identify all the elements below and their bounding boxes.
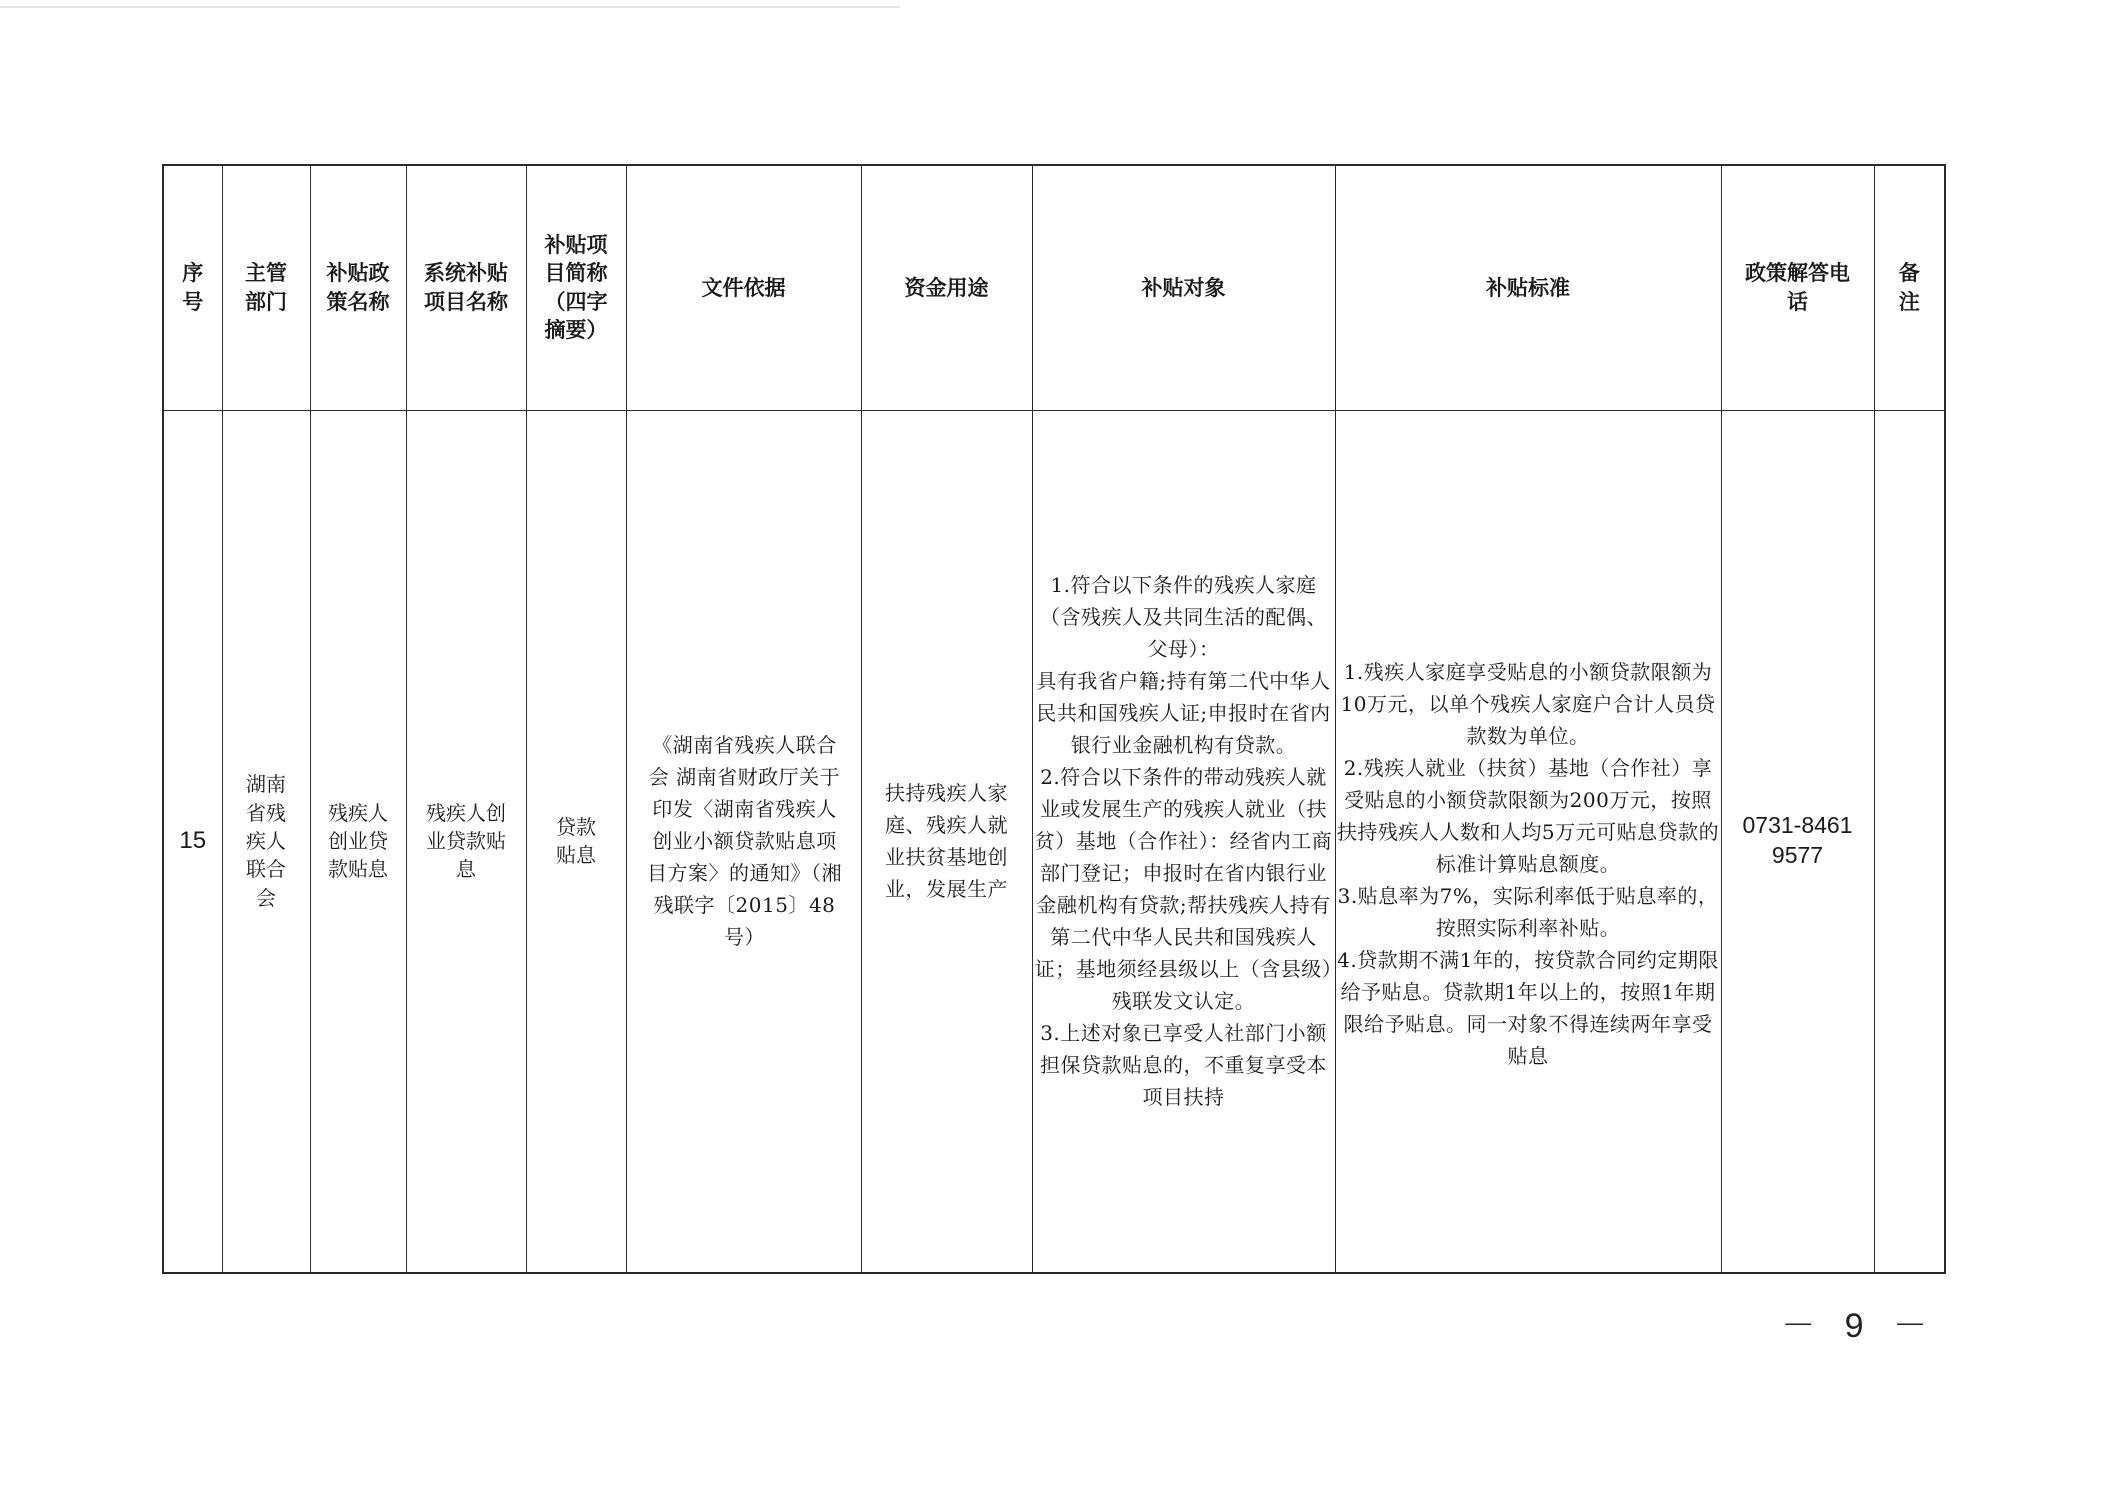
cell-seq: 15 xyxy=(163,410,222,1273)
header-short-name: 补贴项目简称（四字摘要） xyxy=(526,165,626,410)
subsidy-standard-item: 2.残疾人就业（扶贫）基地（合作社）享受贴息的小额贷款限额为200万元，按照扶持残疾人人数和人均5万元可贴息贷款的标准计算贴息额度。 xyxy=(1336,755,1720,876)
hotline-line-1: 0731-8461 xyxy=(1742,812,1853,839)
subsidy-target-item: 3.上述对象已享受人社部门小额担保贷款贴息的，不重复享受本项目扶持 xyxy=(1040,1021,1327,1110)
cell-remarks xyxy=(1874,410,1945,1273)
header-policy-name: 补贴政策名称 xyxy=(310,165,406,410)
header-system-item: 系统补贴项目名称 xyxy=(406,165,526,410)
hotline-line-2: 9577 xyxy=(1771,842,1824,869)
table-header-row xyxy=(163,165,1945,410)
subsidy-target-item: 2.符合以下条件的带动残疾人就业或发展生产的残疾人就业（扶贫）基地（合作社）：经省内工商部门登记；申报时在省内银行业金融机构有贷款;帮扶残疾人持有第二代中华人民共和国残疾人证；基地须经县级以上（含县级）残联发文认定。 xyxy=(1034,765,1333,1014)
cell-short-name: 贷款贴息 xyxy=(526,410,626,1273)
subsidy-target-item: 1.符合以下条件的残疾人家庭（含残疾人及共同生活的配偶、父母）： xyxy=(1040,573,1327,662)
cell-hotline xyxy=(1721,410,1874,1273)
subsidy-standard-item: 3.贴息率为7%，实际利率低于贴息率的，按照实际利率补贴。 xyxy=(1337,883,1719,940)
cell-department: 湖南省残疾人联合会 xyxy=(222,410,310,1273)
header-remarks: 备注 xyxy=(1874,165,1945,410)
header-document-basis: 文件依据 xyxy=(626,165,861,410)
cell-system-item: 残疾人创业贷款贴息 xyxy=(406,410,526,1273)
cell-subsidy-standard xyxy=(1335,410,1721,1273)
header-seq: 序号 xyxy=(163,165,222,410)
header-subsidy-target: 补贴对象 xyxy=(1032,165,1335,410)
subsidy-standard-item: 1.残疾人家庭享受贴息的小额贷款限额为10万元，以单个残疾人家庭户合计人员贷款数为单位。 xyxy=(1340,659,1716,748)
page-number: － 9 － xyxy=(1781,1307,1937,1345)
cell-fund-use: 扶持残疾人家庭、残疾人就业扶贫基地创业，发展生产 xyxy=(861,410,1032,1273)
cell-document-basis: 《湖南省残疾人联合会 湖南省财政厅关于印发〈湖南省残疾人创业小额贷款贴息项目方案〉的通知》（湘残联字〔2015〕48号） xyxy=(626,410,861,1273)
header-department: 主管部门 xyxy=(222,165,310,410)
cell-subsidy-target xyxy=(1032,410,1335,1273)
subsidy-target-item: 具有我省户籍;持有第二代中华人民共和国残疾人证;申报时在省内银行业金融机构有贷款。 xyxy=(1036,669,1331,758)
header-subsidy-standard: 补贴标准 xyxy=(1335,165,1721,410)
scan-edge-line xyxy=(0,6,900,8)
header-hotline: 政策解答电话 xyxy=(1721,165,1874,410)
table-row xyxy=(163,410,1945,1273)
cell-policy-name: 残疾人创业贷款贴息 xyxy=(310,410,406,1273)
subsidy-standard-item: 4.贷款期不满1年的，按贷款合同约定期限给予贴息。贷款期1年以上的，按照1年期限给予贴息。同一对象不得连续两年享受贴息 xyxy=(1337,947,1719,1068)
subsidy-policy-table xyxy=(162,164,1946,1274)
header-fund-use: 资金用途 xyxy=(861,165,1032,410)
